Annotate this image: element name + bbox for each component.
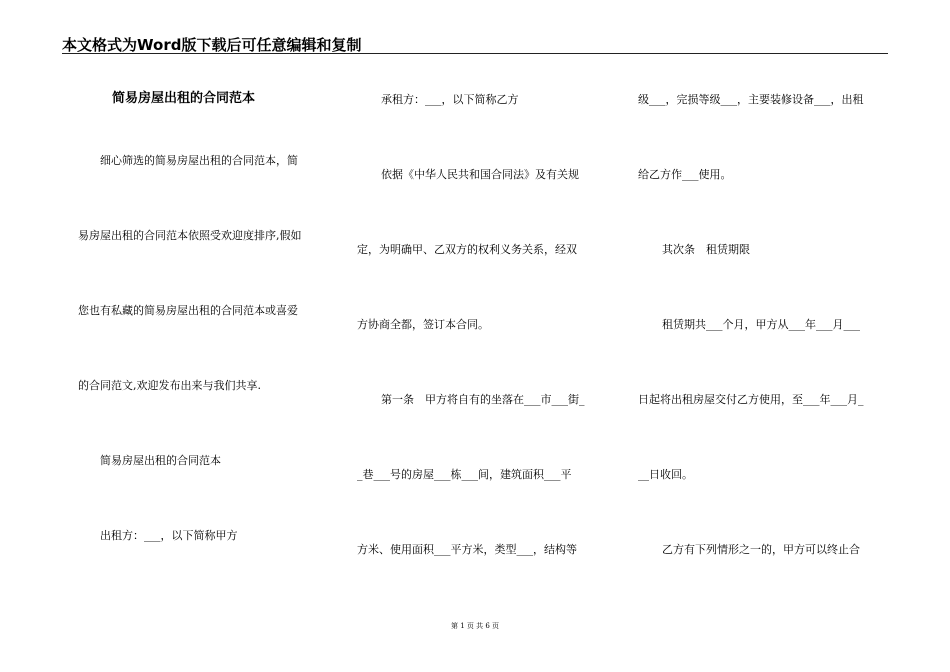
- paragraph-line: _巷___号的房屋___栋___间，建筑面积___平: [357, 468, 572, 481]
- paragraph-line: 承租方：___，以下简称乙方: [381, 93, 519, 106]
- paragraph-line: 的合同范文,欢迎发布出来与我们共享.: [78, 379, 261, 392]
- paragraph-line: 出租方：___，以下简称甲方: [100, 529, 238, 542]
- paragraph-line: 您也有私藏的简易房屋出租的合同范本或喜爱: [78, 304, 298, 317]
- paragraph-line: 给乙方作___使用。: [638, 168, 732, 181]
- paragraph-line: 定，为明确甲、乙双方的权利义务关系，经双: [357, 243, 577, 256]
- paragraph-line: 依据《中华人民共和国合同法》及有关规: [381, 168, 579, 181]
- paragraph-line: 乙方有下列情形之一的，甲方可以终止合: [662, 543, 860, 556]
- paragraph-line: 方协商全都，签订本合同。: [357, 318, 489, 331]
- text-column-3: [638, 0, 888, 672]
- document-title: 简易房屋出租的合同范本: [112, 91, 256, 106]
- paragraph-line: 细心筛选的简易房屋出租的合同范本，简: [100, 154, 298, 167]
- paragraph-line: 易房屋出租的合同范本依照受欢迎度排序,假如: [78, 229, 302, 242]
- paragraph-line: 级___，完损等级___，主要装修设备___，出租: [638, 93, 864, 106]
- section-heading: 其次条 租赁期限: [662, 243, 750, 256]
- page-number-footer: 第 1 页 共 6 页: [450, 622, 500, 630]
- document-header-title: 本文格式为Word版下载后可任意编辑和复制: [62, 36, 362, 54]
- paragraph-line: 第一条 甲方将自有的坐落在___市___街_: [381, 393, 585, 406]
- paragraph-line: 租赁期共___个月，甲方从___年___月___: [662, 318, 860, 331]
- paragraph-line: 日起将出租房屋交付乙方使用，至___年___月_: [638, 393, 864, 406]
- paragraph-line: 方米、使用面积___平方米，类型___，结构等: [357, 543, 577, 556]
- section-heading: 简易房屋出租的合同范本: [100, 454, 221, 467]
- text-column-2: [357, 0, 607, 672]
- paragraph-line: __日收回。: [638, 468, 693, 481]
- text-column-1: [78, 0, 328, 672]
